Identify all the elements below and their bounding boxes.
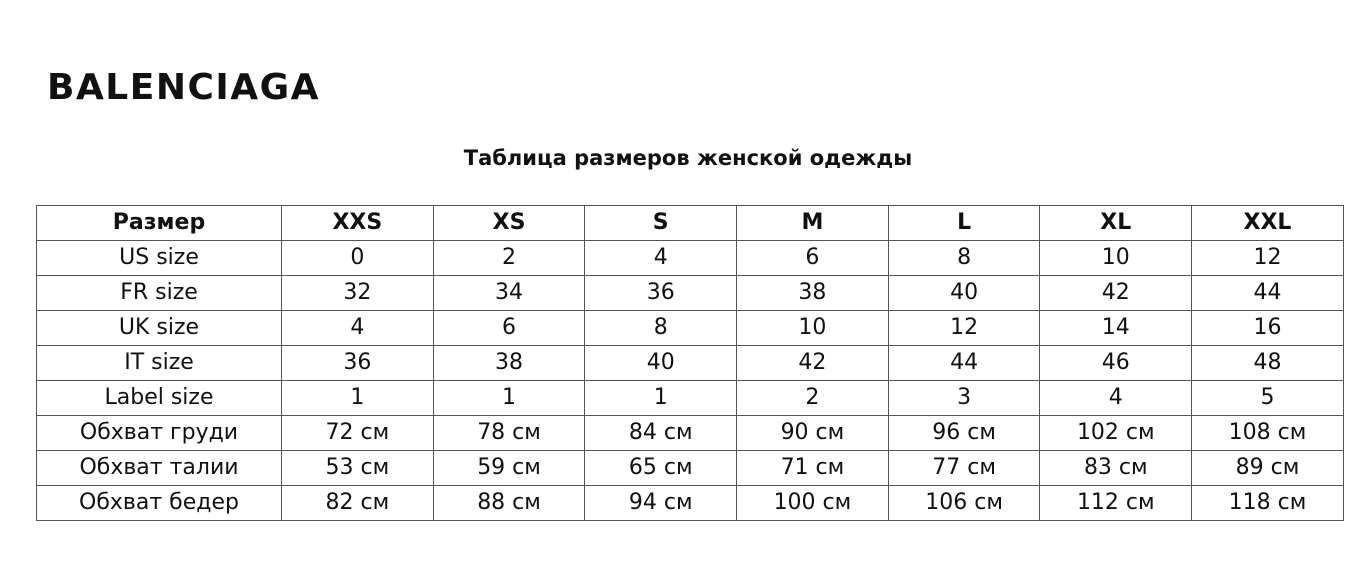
row-label-cell: FR size — [37, 276, 282, 311]
table-cell: 1 — [433, 381, 585, 416]
table-row — [37, 276, 1344, 311]
brand-logo: BALENCIAGA — [47, 67, 321, 108]
table-cell: 4 — [282, 311, 434, 346]
table-cell: 48 — [1192, 346, 1344, 381]
table-cell: 96 см — [888, 416, 1040, 451]
table-cell: 65 см — [585, 451, 737, 486]
table-cell: 118 см — [1192, 486, 1344, 521]
table-cell: 90 см — [737, 416, 889, 451]
table-header-row — [37, 206, 1344, 241]
table-row — [37, 416, 1344, 451]
column-header: XXS — [282, 206, 434, 241]
table-cell: 0 — [282, 241, 434, 276]
table-cell: 78 см — [433, 416, 585, 451]
table-cell: 10 — [1040, 241, 1192, 276]
table-cell: 2 — [737, 381, 889, 416]
table-cell: 1 — [282, 381, 434, 416]
table-cell: 5 — [1192, 381, 1344, 416]
table-cell: 36 — [585, 276, 737, 311]
table-row — [37, 311, 1344, 346]
page-title: Таблица размеров женской одежды — [463, 146, 913, 170]
table-cell: 77 см — [888, 451, 1040, 486]
row-label-cell: Обхват бедер — [37, 486, 282, 521]
table-cell: 3 — [888, 381, 1040, 416]
table-cell: 108 см — [1192, 416, 1344, 451]
table-cell: 89 см — [1192, 451, 1344, 486]
column-header: S — [585, 206, 737, 241]
table-cell: 71 см — [737, 451, 889, 486]
table-cell: 2 — [433, 241, 585, 276]
table-row — [37, 346, 1344, 381]
table-cell: 4 — [585, 241, 737, 276]
table-cell: 88 см — [433, 486, 585, 521]
table-cell: 59 см — [433, 451, 585, 486]
table-row — [37, 486, 1344, 521]
table-cell: 112 см — [1040, 486, 1192, 521]
table-cell: 4 — [1040, 381, 1192, 416]
table-cell: 82 см — [282, 486, 434, 521]
table-cell: 44 — [888, 346, 1040, 381]
size-chart-table — [36, 205, 1344, 521]
table-cell: 16 — [1192, 311, 1344, 346]
row-label-cell: Обхват талии — [37, 451, 282, 486]
table-cell: 46 — [1040, 346, 1192, 381]
table-cell: 40 — [888, 276, 1040, 311]
row-label-cell: US size — [37, 241, 282, 276]
table-body — [37, 241, 1344, 521]
table-cell: 102 см — [1040, 416, 1192, 451]
row-label-cell: UK size — [37, 311, 282, 346]
column-header: Размер — [37, 206, 282, 241]
row-label-cell: Обхват груди — [37, 416, 282, 451]
table-cell: 32 — [282, 276, 434, 311]
table-cell: 72 см — [282, 416, 434, 451]
table-cell: 36 — [282, 346, 434, 381]
row-label-cell: Label size — [37, 381, 282, 416]
table-cell: 106 см — [888, 486, 1040, 521]
column-header: XL — [1040, 206, 1192, 241]
table-cell: 14 — [1040, 311, 1192, 346]
column-header: L — [888, 206, 1040, 241]
table-cell: 84 см — [585, 416, 737, 451]
column-header: M — [737, 206, 889, 241]
table-cell: 40 — [585, 346, 737, 381]
table-cell: 12 — [888, 311, 1040, 346]
table-cell: 44 — [1192, 276, 1344, 311]
table-cell: 6 — [433, 311, 585, 346]
table-cell: 100 см — [737, 486, 889, 521]
table-cell: 42 — [737, 346, 889, 381]
table-row — [37, 241, 1344, 276]
table-cell: 53 см — [282, 451, 434, 486]
table-cell: 1 — [585, 381, 737, 416]
table-cell: 12 — [1192, 241, 1344, 276]
row-label-cell: IT size — [37, 346, 282, 381]
column-header: XS — [433, 206, 585, 241]
table-cell: 38 — [433, 346, 585, 381]
table-cell: 10 — [737, 311, 889, 346]
table-row — [37, 451, 1344, 486]
table-cell: 34 — [433, 276, 585, 311]
table-cell: 8 — [888, 241, 1040, 276]
table-row — [37, 381, 1344, 416]
table-cell: 83 см — [1040, 451, 1192, 486]
table-cell: 94 см — [585, 486, 737, 521]
table-cell: 38 — [737, 276, 889, 311]
table-cell: 42 — [1040, 276, 1192, 311]
table-cell: 6 — [737, 241, 889, 276]
column-header: XXL — [1192, 206, 1344, 241]
table-cell: 8 — [585, 311, 737, 346]
